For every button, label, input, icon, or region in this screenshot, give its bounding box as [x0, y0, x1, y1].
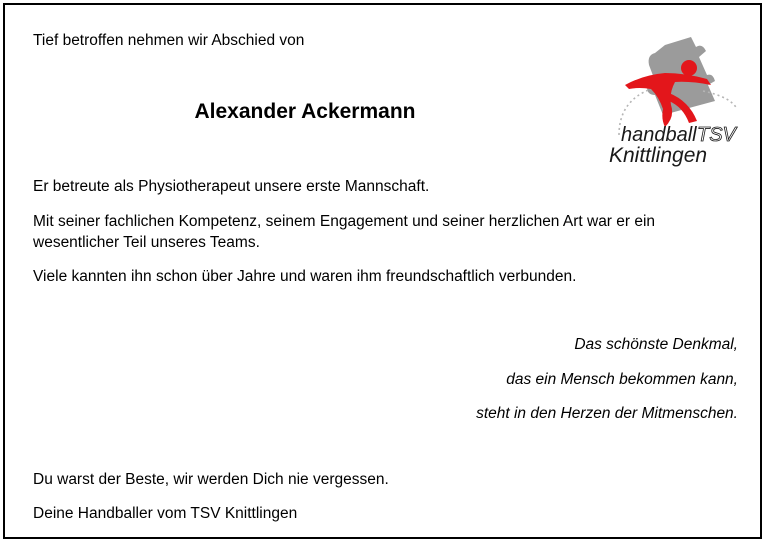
logo-word-town: Knittlingen [609, 144, 708, 167]
logo-ball [681, 60, 697, 76]
logo-word-handball: handball [621, 124, 697, 146]
paragraph-friendship: Viele kannten ihn schon über Jahre und waren ihm freundschaftlich verbunden. [33, 268, 577, 285]
paragraph-role: Er betreute als Physiotherapeut unsere erste Mannschaft. [33, 178, 430, 195]
handball-tsv-knittlingen-logo [603, 31, 743, 171]
signature-line: Deine Handballer vom TSV Knittlingen [33, 505, 298, 522]
logo-word-tsv: TSV [697, 124, 736, 146]
quote-line-3: steht in den Herzen der Mitmenschen. [476, 405, 738, 422]
obituary-notice [3, 3, 762, 539]
deceased-name: Alexander Ackermann [194, 100, 416, 123]
paragraph-tribute: Mit seiner fachlichen Kompetenz, seinem Engagement und seiner herzlichen Art war er ein wesentlicher Teil unseres Teams. [33, 213, 656, 251]
quote-line-2: das ein Mensch bekommen kann, [506, 371, 738, 388]
closing-line: Du warst der Beste, wir werden Dich nie vergessen. [33, 471, 389, 488]
quote-line-1: Das schönste Denkmal, [574, 336, 738, 353]
intro-line: Tief betroffen nehmen wir Abschied von [33, 32, 305, 49]
club-logo [603, 31, 743, 171]
